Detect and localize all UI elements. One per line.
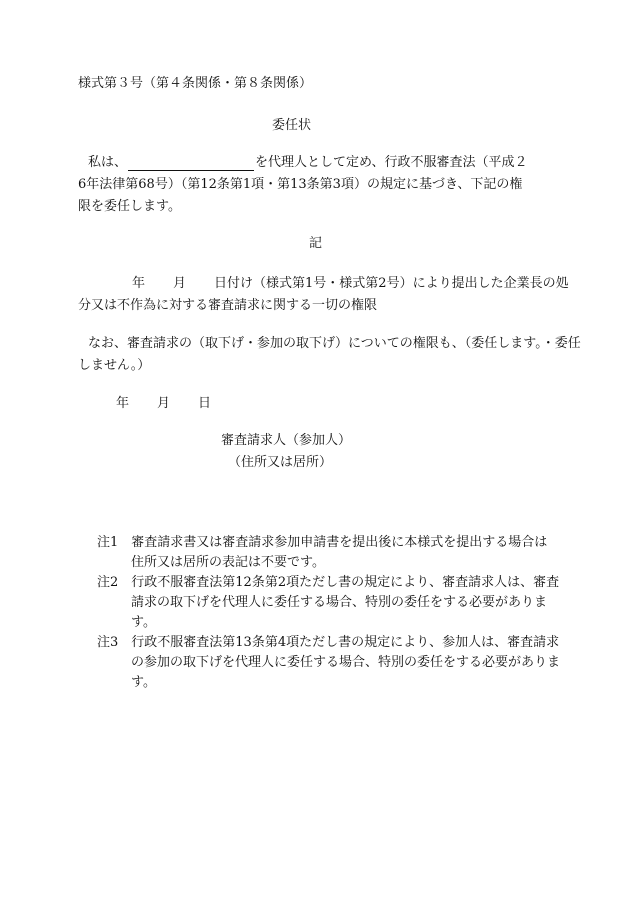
paragraph2-month: 月 [173, 276, 187, 291]
note3-line3: す。 [131, 675, 156, 690]
paragraph1-suffix: を代理人として定め、行政不服審査法（平成２ [255, 155, 528, 170]
note3-line2: の参加の取下げを代理人に委任する場合、特別の委任をする必要がありま [131, 655, 561, 670]
note1-line1: 注1 審査請求書又は審査請求参加申請書を提出後に本様式を提出する場合は [97, 535, 548, 550]
requester-address-label: （住所又は居所） [228, 455, 333, 470]
note3-line1: 注3 行政不服審査法第13条第4項ただし書の規定により、参加人は、審査請求 [97, 635, 560, 650]
paragraph2-line2: 分又は不作為に対する審査請求に関する一切の権限 [78, 298, 378, 313]
paragraph2-rest: 日付け（様式第1号・様式第2号）により提出した企業長の処 [214, 276, 569, 291]
note2-line1: 注2 行政不服審査法第12条第2項ただし書の規定により、審査請求人は、審査 [97, 575, 560, 590]
date-year: 年 [116, 396, 130, 411]
paragraph2-year: 年 [132, 276, 146, 291]
note2-line2: 請求の取下げを代理人に委任する場合、特別の委任をする必要がありま [131, 595, 548, 610]
paragraph2-line1 [78, 276, 569, 292]
form-number: 様式第３号（第４条関係・第８条関係） [78, 76, 313, 91]
date-line [78, 396, 211, 412]
note2-line3: す。 [131, 615, 156, 630]
paragraph1-prefix: 私は、 [88, 155, 128, 170]
ki-heading: 記 [309, 236, 323, 251]
paragraph1-line2: 6年法律第68号）（第12条第1項・第13条第3項）の規定に基づき、下記の権 [78, 177, 523, 192]
agent-name-blank[interactable] [128, 157, 254, 171]
date-day: 日 [198, 396, 212, 411]
paragraph1-line3: 限を委任します。 [78, 199, 181, 214]
note1-line2: 住所又は居所の表記は不要です。 [131, 555, 325, 570]
paragraph3-line1: なお、審査請求の（取下げ・参加の取下げ）についての権限も、（委任します。・委任 [88, 336, 581, 351]
paragraph3-line2: しません。） [78, 358, 151, 373]
paragraph1-line1 [88, 155, 528, 171]
date-month: 月 [157, 396, 171, 411]
requester-label: 審査請求人（参加人） [221, 433, 352, 448]
document-title: 委任状 [272, 118, 312, 133]
